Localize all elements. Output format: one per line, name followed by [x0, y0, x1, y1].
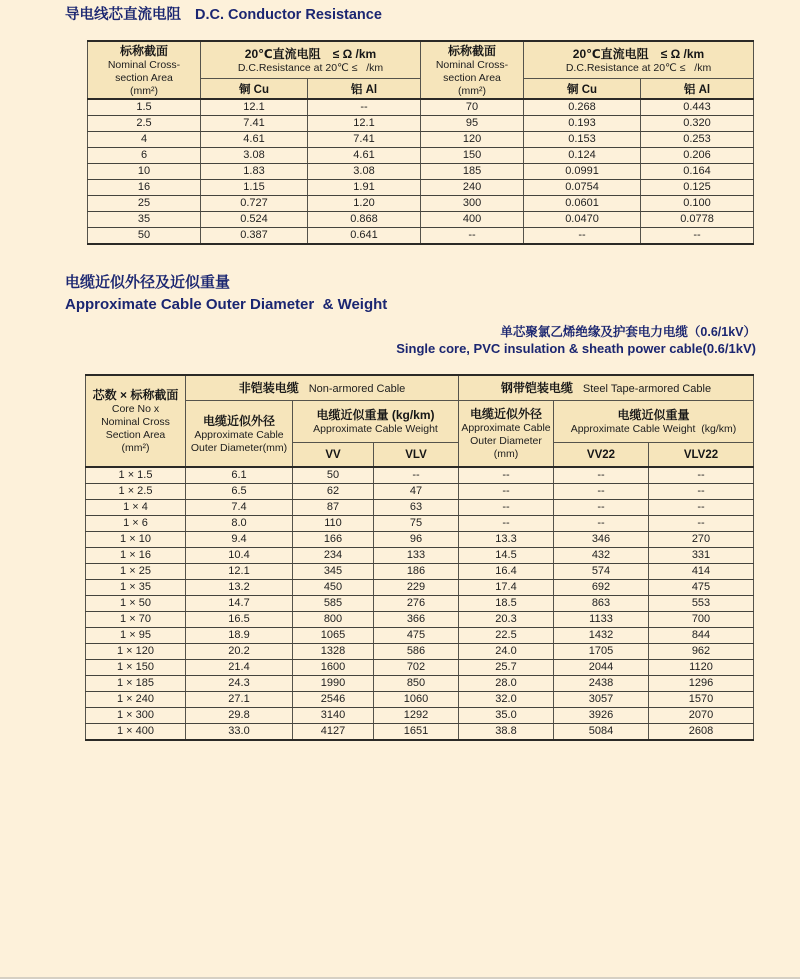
table-cell: 20.3	[459, 612, 554, 628]
table-cell: 1 × 300	[86, 708, 186, 724]
table-cell: 1296	[649, 676, 754, 692]
table-cell: 1 × 2.5	[86, 484, 186, 500]
table-cell: 9.4	[186, 532, 293, 548]
table-cell: 1292	[374, 708, 459, 724]
table-row	[86, 708, 754, 724]
header-core-area-zh: 芯数 × 标称截面	[92, 388, 179, 402]
table-cell: 574	[554, 564, 649, 580]
table-cell: 0.0470	[524, 212, 641, 228]
table-row	[88, 164, 754, 180]
table-cell: 14.7	[186, 596, 293, 612]
table-cell: --	[554, 500, 649, 516]
table-cell: 1.20	[308, 196, 421, 212]
table-cell: --	[554, 484, 649, 500]
table-cell: 6	[88, 148, 201, 164]
table-cell: 6.5	[186, 484, 293, 500]
table-cell: 0.443	[641, 99, 754, 116]
header-resistance-zh: 20℃直流电阻 ≤ Ω /km	[572, 46, 705, 61]
table-cell: 1651	[374, 724, 459, 741]
header-resistance-right	[524, 41, 754, 79]
table-cell: --	[459, 467, 554, 484]
table-row	[86, 596, 754, 612]
table-cell: 35.0	[459, 708, 554, 724]
table-cell: --	[649, 500, 754, 516]
header-od-non-armored-en2: Outer Diameter(mm)	[190, 441, 288, 454]
table-cell: 186	[374, 564, 459, 580]
table-cell: 1.91	[308, 180, 421, 196]
table-cell: 1 × 1.5	[86, 467, 186, 484]
table-cell: 450	[293, 580, 374, 596]
table-cell: --	[649, 484, 754, 500]
table-cell: 7.41	[308, 132, 421, 148]
table-cell: 1705	[554, 644, 649, 660]
table-cell: 585	[293, 596, 374, 612]
table-cell: 1432	[554, 628, 649, 644]
table-cell: 0.0778	[641, 212, 754, 228]
table-cell: 1 × 95	[86, 628, 186, 644]
table-cell: 110	[293, 516, 374, 532]
table2-subtitle-en: Single core, PVC insulation & sheath power cable(0.6/1kV)	[396, 341, 756, 356]
header-group-non-armored-en: Non-armored Cable	[308, 383, 406, 395]
table-cell: 270	[649, 532, 754, 548]
table-cell: --	[524, 228, 641, 245]
table-cell: 345	[293, 564, 374, 580]
table-cell: 1 × 10	[86, 532, 186, 548]
table-cell: 240	[421, 180, 524, 196]
section2-title-zh: 电缆近似外径及近似重量	[65, 274, 231, 291]
header-od-non-armored	[186, 401, 293, 468]
table-row	[86, 692, 754, 708]
header-resistance-zh: 20℃直流电阻 ≤ Ω /km	[244, 46, 377, 61]
header-weight-steel-armored	[554, 401, 754, 443]
table-cell: 24.3	[186, 676, 293, 692]
table-cell: 7.41	[201, 116, 308, 132]
header-od-non-armored-zh: 电缆近似外径	[202, 413, 275, 428]
table-cell: 1600	[293, 660, 374, 676]
table-cell: --	[374, 467, 459, 484]
table-cell: --	[649, 467, 754, 484]
table-row	[88, 116, 754, 132]
table-cell: 3140	[293, 708, 374, 724]
table-row	[88, 132, 754, 148]
table-cell: 844	[649, 628, 754, 644]
table-cell: 35	[88, 212, 201, 228]
header-core-area-en1: Core No x	[111, 403, 160, 415]
table-cell: 4.61	[308, 148, 421, 164]
table-cell: 0.0991	[524, 164, 641, 180]
table-cell: 25.7	[459, 660, 554, 676]
table-cell: 38.8	[459, 724, 554, 741]
table-row	[86, 660, 754, 676]
table-cell: 8.0	[186, 516, 293, 532]
diameter-weight-body	[86, 467, 754, 740]
table-cell: 95	[421, 116, 524, 132]
header-core-area-unit: (mm²)	[121, 442, 150, 454]
table-cell: 0.164	[641, 164, 754, 180]
table-cell: 3926	[554, 708, 649, 724]
header-od-steel-armored-en2: Outer Diameter	[470, 435, 542, 447]
table-cell: --	[459, 500, 554, 516]
table-cell: 3.08	[201, 148, 308, 164]
table-cell: 2070	[649, 708, 754, 724]
header-copper-right: 铜 Cu	[524, 79, 641, 100]
table-row	[86, 644, 754, 660]
table-cell: 25	[88, 196, 201, 212]
table-cell: 1 × 16	[86, 548, 186, 564]
header-nominal-area-en2: section Area	[443, 71, 501, 84]
table-cell: 2044	[554, 660, 649, 676]
table-cell: 87	[293, 500, 374, 516]
table-row	[86, 676, 754, 692]
header-od-steel-armored	[459, 401, 554, 468]
table-cell: 1 × 150	[86, 660, 186, 676]
table-cell: 276	[374, 596, 459, 612]
table-cell: 1.83	[201, 164, 308, 180]
table-cell: 1990	[293, 676, 374, 692]
table-cell: 800	[293, 612, 374, 628]
table-cell: 7.4	[186, 500, 293, 516]
table-cell: 962	[649, 644, 754, 660]
table-cell: 47	[374, 484, 459, 500]
table-cell: 33.0	[186, 724, 293, 741]
table-row	[88, 196, 754, 212]
table-cell: 2608	[649, 724, 754, 741]
table-row	[88, 148, 754, 164]
table-cell: 475	[649, 580, 754, 596]
table-row	[86, 532, 754, 548]
table-cell: 0.193	[524, 116, 641, 132]
header-weight-steel-armored-en: Approximate Cable Weight (kg/km)	[570, 423, 737, 435]
table-cell: 234	[293, 548, 374, 564]
header-group-non-armored	[186, 375, 459, 401]
table-cell: 1 × 4	[86, 500, 186, 516]
table-cell: 0.268	[524, 99, 641, 116]
dc-resistance-header	[88, 41, 754, 99]
table-cell: 62	[293, 484, 374, 500]
header-aluminum-left: 铝 Al	[308, 79, 421, 100]
table-cell: 692	[554, 580, 649, 596]
table-cell: --	[554, 467, 649, 484]
table-cell: 1.15	[201, 180, 308, 196]
table-row	[88, 180, 754, 196]
table-cell: 702	[374, 660, 459, 676]
header-group-steel-armored-zh: 钢带铠装电缆	[500, 381, 573, 395]
table-cell: 1133	[554, 612, 649, 628]
header-core-area	[86, 375, 186, 467]
table-row	[88, 228, 754, 245]
header-vlv: VLV	[374, 443, 459, 468]
table-cell: 432	[554, 548, 649, 564]
table-cell: 1060	[374, 692, 459, 708]
header-vv22: VV22	[554, 443, 649, 468]
table-cell: 27.1	[186, 692, 293, 708]
table-cell: 0.868	[308, 212, 421, 228]
table-cell: 0.153	[524, 132, 641, 148]
table-cell: 1120	[649, 660, 754, 676]
table-cell: 1 × 120	[86, 644, 186, 660]
section1-title-en: D.C. Conductor Resistance	[195, 7, 382, 23]
header-aluminum-right: 铝 Al	[641, 79, 754, 100]
table-row	[88, 99, 754, 116]
table-cell: 24.0	[459, 644, 554, 660]
table-cell: 150	[421, 148, 524, 164]
header-od-non-armored-en1: Approximate Cable	[194, 428, 284, 441]
header-weight-non-armored-zh: 电缆近似重量 (kg/km)	[316, 408, 435, 422]
table-row	[86, 564, 754, 580]
header-group-non-armored-zh: 非铠装电缆	[238, 381, 299, 395]
table-cell: 18.5	[459, 596, 554, 612]
header-resistance-en: D.C.Resistance at 20℃ ≤ /km	[237, 61, 384, 74]
header-vlv22: VLV22	[649, 443, 754, 468]
table-row	[86, 467, 754, 484]
table-row	[88, 212, 754, 228]
table-cell: 1 × 50	[86, 596, 186, 612]
table-cell: 166	[293, 532, 374, 548]
table-row	[86, 548, 754, 564]
table-cell: 0.641	[308, 228, 421, 245]
table-cell: 0.387	[201, 228, 308, 245]
table-cell: 185	[421, 164, 524, 180]
header-od-steel-armored-en1: Approximate Cable	[461, 422, 551, 434]
table-cell: 0.0754	[524, 180, 641, 196]
table-cell: 21.4	[186, 660, 293, 676]
table-cell: 346	[554, 532, 649, 548]
header-nominal-area-en1: Nominal Cross-	[107, 58, 181, 71]
table-cell: 700	[649, 612, 754, 628]
table-cell: 32.0	[459, 692, 554, 708]
table-cell: 1 × 400	[86, 724, 186, 741]
table-cell: 13.2	[186, 580, 293, 596]
table-cell: 20.2	[186, 644, 293, 660]
table-cell: --	[308, 99, 421, 116]
table-cell: 400	[421, 212, 524, 228]
table-cell: 0.524	[201, 212, 308, 228]
table-row	[86, 612, 754, 628]
table-cell: 5084	[554, 724, 649, 741]
header-nominal-area-zh: 标称截面	[448, 43, 497, 58]
table-cell: 10.4	[186, 548, 293, 564]
header-nominal-area-en1: Nominal Cross-	[435, 58, 509, 71]
header-copper-left: 铜 Cu	[201, 79, 308, 100]
table-cell: 366	[374, 612, 459, 628]
table-cell: 586	[374, 644, 459, 660]
section2-title-en: Approximate Cable Outer Diameter & Weight	[65, 296, 388, 313]
table-cell: 14.5	[459, 548, 554, 564]
header-nominal-area-zh: 标称截面	[119, 43, 168, 58]
table-cell: 4127	[293, 724, 374, 741]
table-cell: 1.5	[88, 99, 201, 116]
table-cell: 414	[649, 564, 754, 580]
table-cell: 0.206	[641, 148, 754, 164]
table-cell: 29.8	[186, 708, 293, 724]
table-cell: 133	[374, 548, 459, 564]
header-nominal-area-right	[421, 41, 524, 99]
table-cell: 1328	[293, 644, 374, 660]
table-row	[86, 516, 754, 532]
header-od-steel-armored-zh: 电缆近似外径	[469, 407, 542, 421]
table-cell: 0.727	[201, 196, 308, 212]
table-cell: 1 × 240	[86, 692, 186, 708]
header-nominal-area-en2: section Area	[115, 71, 173, 84]
table-cell: 75	[374, 516, 459, 532]
table-cell: 1570	[649, 692, 754, 708]
table-cell: 0.253	[641, 132, 754, 148]
header-weight-steel-armored-zh: 电缆近似重量	[617, 408, 690, 422]
table-cell: 70	[421, 99, 524, 116]
diameter-weight-header	[86, 375, 754, 467]
table-cell: --	[459, 516, 554, 532]
table-cell: 475	[374, 628, 459, 644]
header-vv: VV	[293, 443, 374, 468]
table-cell: 16.4	[459, 564, 554, 580]
table-row	[86, 628, 754, 644]
table-cell: 553	[649, 596, 754, 612]
header-weight-non-armored	[293, 401, 459, 443]
table-cell: 120	[421, 132, 524, 148]
table-cell: 50	[293, 467, 374, 484]
table-row	[86, 580, 754, 596]
table-cell: 1 × 185	[86, 676, 186, 692]
table-cell: 50	[88, 228, 201, 245]
header-nominal-area-unit: (mm²)	[130, 84, 158, 97]
table-cell: 13.3	[459, 532, 554, 548]
table-cell: 2438	[554, 676, 649, 692]
table-cell: 12.1	[308, 116, 421, 132]
table-cell: 10	[88, 164, 201, 180]
table-cell: 1 × 25	[86, 564, 186, 580]
table-cell: 863	[554, 596, 649, 612]
table-cell: 17.4	[459, 580, 554, 596]
section1-title-zh: 导电线芯直流电阻	[65, 7, 181, 23]
header-core-area-en2: Nominal Cross	[101, 416, 170, 428]
dc-resistance-table	[87, 40, 754, 245]
table-cell: 0.320	[641, 116, 754, 132]
header-core-area-en3: Section Area	[105, 429, 166, 441]
table-cell: 0.124	[524, 148, 641, 164]
table-row	[86, 484, 754, 500]
header-group-steel-armored	[459, 375, 754, 401]
diameter-weight-table	[85, 374, 754, 741]
header-weight-non-armored-en: Approximate Cable Weight	[313, 423, 438, 435]
header-od-steel-armored-unit: (mm)	[493, 448, 519, 460]
table-cell: --	[421, 228, 524, 245]
table-cell: 4	[88, 132, 201, 148]
table-cell: 0.0601	[524, 196, 641, 212]
table2-subtitle	[396, 324, 756, 357]
table-cell: 850	[374, 676, 459, 692]
dc-resistance-body	[88, 99, 754, 244]
table-cell: 28.0	[459, 676, 554, 692]
table-cell: 2546	[293, 692, 374, 708]
table-cell: 1 × 6	[86, 516, 186, 532]
table-cell: 12.1	[201, 99, 308, 116]
header-group-steel-armored-en: Steel Tape-armored Cable	[582, 383, 712, 395]
table-cell: 96	[374, 532, 459, 548]
table-cell: 6.1	[186, 467, 293, 484]
table-cell: 0.125	[641, 180, 754, 196]
section1-title	[65, 3, 382, 24]
table-cell: 1 × 35	[86, 580, 186, 596]
table-cell: 4.61	[201, 132, 308, 148]
table-cell: 331	[649, 548, 754, 564]
table-cell: 18.9	[186, 628, 293, 644]
header-resistance-left	[201, 41, 421, 79]
table-cell: --	[641, 228, 754, 245]
table-cell: 1065	[293, 628, 374, 644]
table-cell: 16	[88, 180, 201, 196]
table-cell: 229	[374, 580, 459, 596]
header-nominal-area-unit: (mm²)	[458, 84, 486, 97]
header-resistance-en: D.C.Resistance at 20℃ ≤ /km	[565, 61, 712, 74]
table-cell: 22.5	[459, 628, 554, 644]
table-cell: 2.5	[88, 116, 201, 132]
table-cell: 300	[421, 196, 524, 212]
table-cell: 16.5	[186, 612, 293, 628]
header-nominal-area-left	[88, 41, 201, 99]
table-cell: 63	[374, 500, 459, 516]
table-cell: 12.1	[186, 564, 293, 580]
table2-subtitle-zh: 单芯聚氯乙烯绝缘及护套电力电缆（0.6/1kV）	[500, 325, 756, 339]
table-cell: --	[554, 516, 649, 532]
table-row	[86, 724, 754, 741]
table-cell: --	[649, 516, 754, 532]
table-cell: --	[459, 484, 554, 500]
table-cell: 0.100	[641, 196, 754, 212]
table-cell: 3.08	[308, 164, 421, 180]
table-cell: 3057	[554, 692, 649, 708]
table-cell: 1 × 70	[86, 612, 186, 628]
table-row	[86, 500, 754, 516]
